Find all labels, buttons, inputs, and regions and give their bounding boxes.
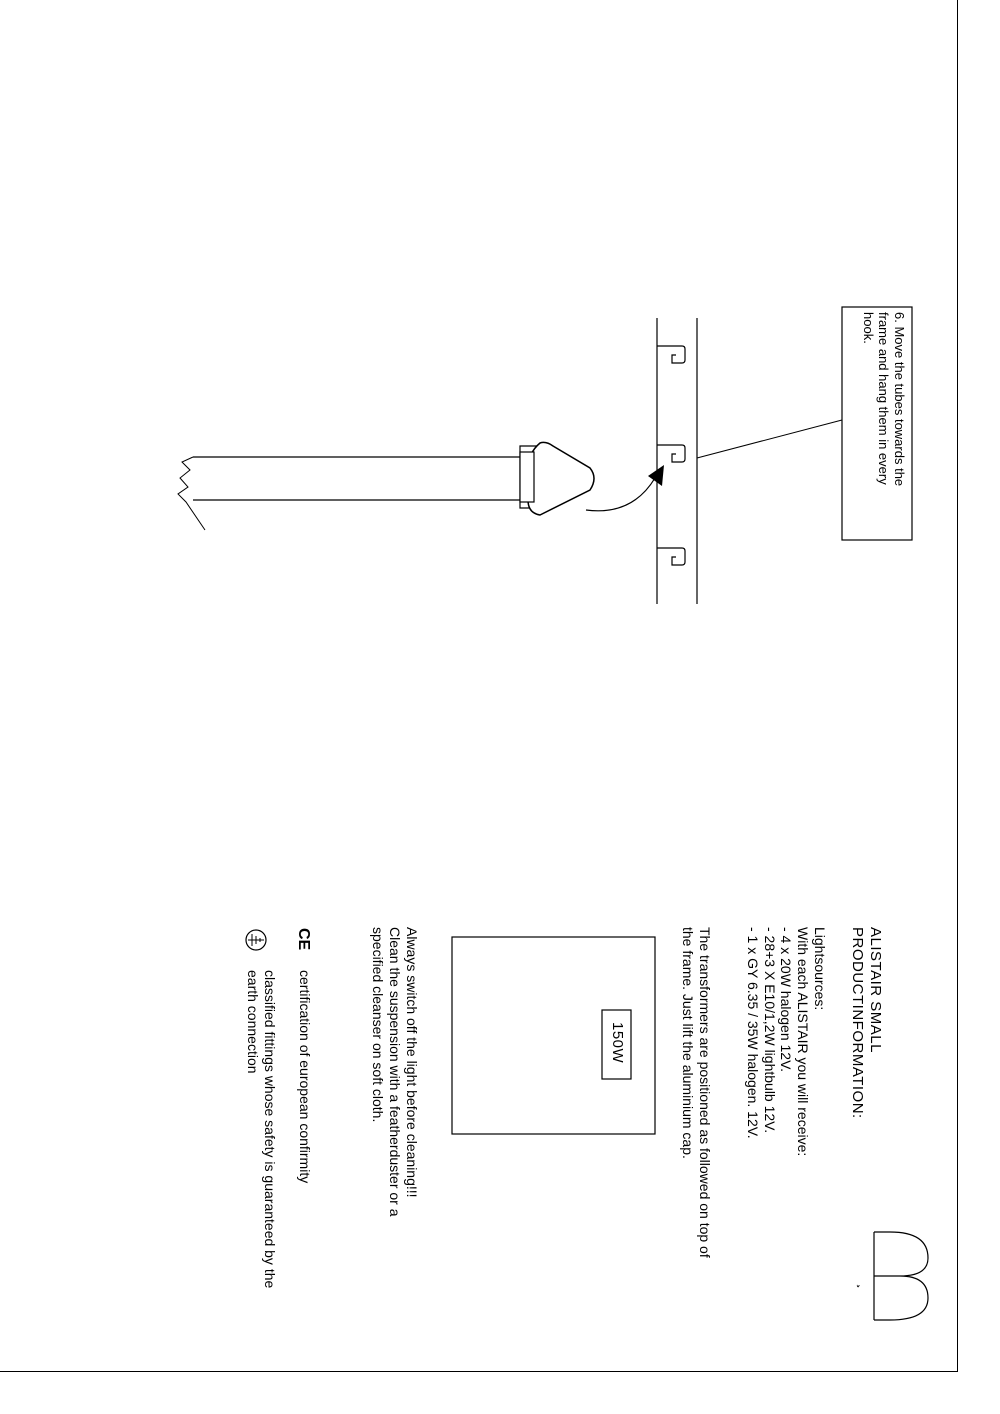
tube-inner-cap [520,452,534,502]
ce-mark-icon: CE [295,928,312,951]
transformers-line: the frame. Just lift the aluminium cap. [680,927,697,1159]
lightsources-intro: With each ALISTAIR you will receive: [795,927,812,1157]
cleaning-line: specified cleanser on soft cloth. [370,927,387,1123]
motion-arrow-curve [586,478,655,511]
callout-line [697,420,842,458]
lightsource-item: - 28+3 X E10/1,2W lightbulb 12V. [761,927,778,1134]
earth-text [244,970,278,1288]
step6-text [860,312,907,486]
lightsource-item: - 1 x GY 6.35 / 35W halogen. 12V. [744,927,761,1139]
hook-3 [657,548,685,565]
product-heading [848,927,884,1119]
product-info-heading: PRODUCTINFORMATION: [849,927,866,1119]
ce-text: certification of european confirmity [297,970,313,1184]
transformers-text [679,927,713,1258]
step6-line: hook. [860,312,876,344]
logo-b-icon [874,1232,928,1320]
transformer-label: 150W [609,1022,626,1064]
cleaning-line: Always switch off the light before cleaning!!! [404,927,420,1198]
motion-arrowhead [648,465,664,486]
earth-line: classified fittings whose safety is guaranteed by the [262,970,278,1289]
step6-line: frame and hang them in every [876,312,892,485]
earth-line: earth connection [245,970,262,1074]
logo-mark: ¸ [857,1284,873,1289]
hook-2 [657,445,685,462]
product-name: ALISTAIR SMALL [867,927,884,1053]
hook-1 [657,346,685,363]
lightsource-item: - 4 x 20W halogen 12V. [778,927,795,1073]
lightsources-label: Lightsources: [812,927,828,1011]
cleaning-text [370,927,420,1217]
tube-broken-end [178,457,205,530]
step6-line: 6. Move the tubes towards the [892,312,907,487]
triangle-hanger [528,442,594,515]
transformers-line: The transformers are positioned as followed on top of [697,927,713,1258]
cleaning-line: Clean the suspension with a featherduster or a [387,927,404,1217]
earth-symbol-icon [246,930,266,950]
lightsources-block [744,927,828,1156]
